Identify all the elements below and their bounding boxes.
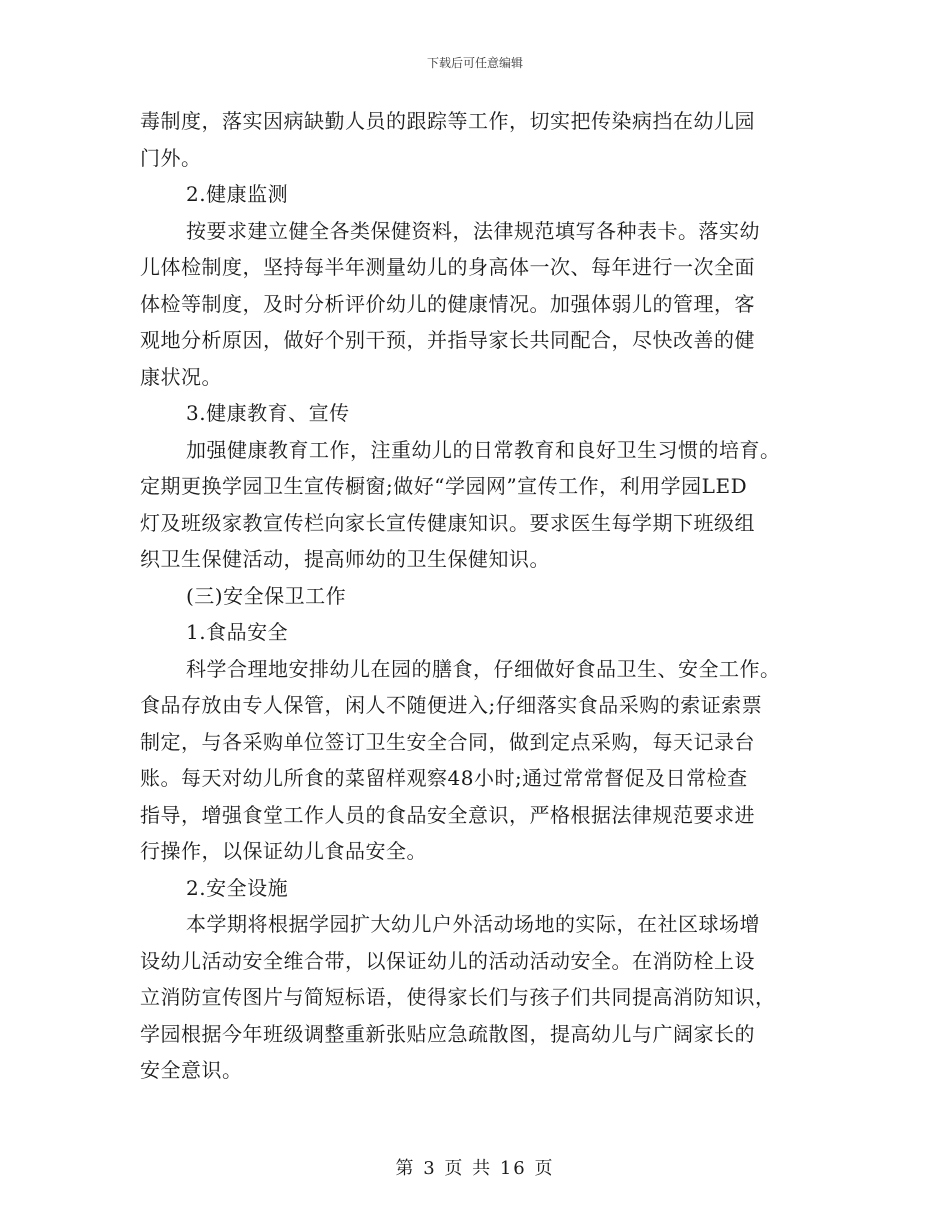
text-line: 毒制度，落实因病缺勤人员的跟踪等工作，切实把传染病挡在幼儿园: [140, 109, 755, 133]
text-line: 观地分析原因，做好个别干预，并指导家长共同配合，尽快改善的健: [140, 328, 755, 352]
page-header: 下载后可任意编辑: [426, 56, 523, 70]
text-line: 儿体检制度，坚持每半年测量幼儿的身高体一次、每年进行一次全面: [140, 255, 755, 279]
text-line: 账。每天对幼儿所食的菜留样观察48小时;通过常常督促及日常检查: [140, 766, 748, 790]
text-line: 制定，与各采购单位签订卫生安全合同，做到定点采购，每天记录台: [140, 729, 755, 754]
text-line: 立消防宣传图片与简短标语，使得家长们与孩子们共同提高消防知识，: [140, 985, 776, 1009]
text-line: 安全意识。: [140, 1058, 243, 1082]
text-line: 2.健康监测: [186, 182, 289, 206]
text-line: 门外。: [140, 145, 202, 170]
text-line: 3.健康教育、宣传: [186, 401, 350, 425]
text-line: 康状况。: [140, 364, 222, 389]
text-line: 本学期将根据学园扩大幼儿户外活动场地的实际，在社区球场增: [186, 912, 760, 936]
text-line: 设幼儿活动安全维合带，以保证幼儿的活动活动安全。在消防栓上设: [140, 948, 755, 973]
text-line: 定期更换学园卫生宣传橱窗;做好“学园网”宣传工作，利用学园LED: [140, 474, 748, 498]
text-line: 按要求建立健全各类保健资料，法律规范填写各种表卡。落实幼: [186, 218, 760, 243]
text-line: 指导，增强食堂工作人员的食品安全意识，严格根据法律规范要求进: [140, 802, 755, 827]
text-line: 体检等制度，及时分析评价幼儿的健康情况。加强体弱儿的管理，客: [140, 291, 755, 316]
text-line: 食品存放由专人保管，闲人不随便进入;仔细落实食品采购的索证索票: [140, 693, 763, 717]
text-line: 行操作，以保证幼儿食品安全。: [140, 839, 427, 863]
text-line: 学园根据今年班级调整重新张贴应急疏散图，提高幼儿与广阔家长的: [140, 1021, 755, 1046]
text-line: 科学合理地安排幼儿在园的膳食，仔细做好食品卫生、安全工作。: [186, 656, 781, 681]
text-line: 1.食品安全: [186, 620, 289, 644]
text-line: 加强健康教育工作，注重幼儿的日常教育和良好卫生习惯的培育。: [186, 437, 781, 462]
text-line: (三)安全保卫工作: [186, 583, 347, 608]
page-footer: 第 3 页 共 16 页: [395, 1158, 555, 1179]
text-line: 织卫生保健活动，提高师幼的卫生保健知识。: [140, 547, 550, 571]
text-line: 2.安全设施: [186, 875, 289, 900]
text-line: 灯及班级家教宣传栏向家长宣传健康知识。要求医生每学期下班级组: [140, 510, 755, 535]
document-body: [140, 103, 820, 1089]
